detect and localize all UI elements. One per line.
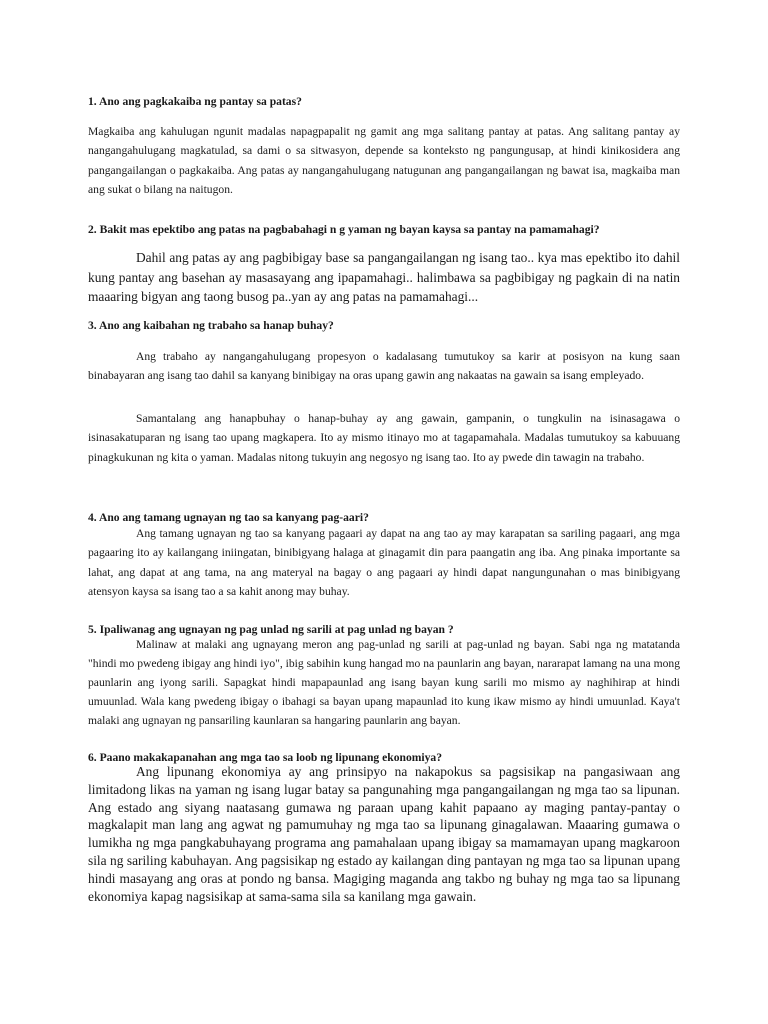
question-3: 3. Ano ang kaibahan ng trabaho sa hanap buhay? — [88, 319, 334, 332]
answer-3a: Ang trabaho ay nangangahulugang propesyon o kadalasang tumutukoy sa karir at posisyon na kung saan binabayaran ang isang tao dahil sa kanyang binibigay na oras upang gawin ang nakaatas na gawain sa isang empleyado. — [88, 350, 680, 383]
answer-2: Dahil ang patas ay ang pagbibigay base sa pangangailangan ng isang tao.. kya mas epektibo ito dahil kung pantay ang basehan ay masasayang ang ipapamahagi.. halimbawa sa pagbibigay ng pagkain di na natin maaaring bigyan ang taong busog pa..yan ay ang patas na pamamahagi... — [88, 250, 680, 305]
question-1: 1. Ano ang pagkakaiba ng pantay sa patas? — [88, 95, 302, 108]
answer-3b: Samantalang ang hanapbuhay o hanap-buhay ay ang gawain, gampanin, o tungkulin na isinasagawa o isinasakatuparan ng isang tao upang magkapera. Ito ay mismo itinayo mo at tagapamahala. Madalas tumutukoy sa kabuuang pinagkukunan ng kita o yaman. Madalas nitong tukuyin ang negosyo ng isang tao. Ito ay pwede din tawagin na trabaho. — [88, 412, 680, 464]
question-4: 4. Ano ang tamang ugnayan ng tao sa kanyang pag-aari? — [88, 511, 369, 524]
question-5: 5. Ipaliwanag ang ugnayan ng pag unlad ng sarili at pag unlad ng bayan ? — [88, 623, 454, 636]
question-6: 6. Paano makakapanahan ang mga tao sa loob ng lipunang ekonomiya? — [88, 751, 443, 764]
answer-5: Malinaw at malaki ang ugnayang meron ang pag-unlad ng sarili at pag-unlad ng bayan. Sabi nga ng matatanda "hindi mo pwedeng ibigay ang hindi iyo", ibig sabihin kung hangad mo na paunlarin ang bayan, nararapat lamang na una mong paunlarin ang iyong sarili. Sapagkat hindi mapapaunlad ang isang bayan kung sarili mo mismo ay naghihirap at hindi umuunlad. Wala kang pwedeng ibigay o ibahagi sa bayan upang mapaunlad ito kung ikaw mismo ay hindi umuunlad. Kaya't malaki ang ugnayan ng pansariling kaunlaran sa hangaring paunlarin ang bayan. — [88, 638, 680, 727]
question-2: 2. Bakit mas epektibo ang patas na pagbabahagi n g yaman ng bayan kaysa sa pantay na pamamahagi? — [88, 223, 600, 236]
answer-6: Ang lipunang ekonomiya ay ang prinsipyo na nakapokus sa pagsisikap na pangasiwaan ang limitadong likas na yaman ng isang lugar batay sa pangunahing mga pangangailangan ng mga tao sa lipunan. Ang estado ang siyang naatasang gumawa ng paraan upang kahit papaano ay maging pantay-pantay o magkalapit man lang ang agwat ng pamumuhay ng mga tao sa lipunang ginagalawan. Maaaring gumawa o lumikha ng mga pangkabuhayang programa ang pamahalaan upang ibigay sa mamamayan upang magkaroon sila ng sariling kabuhayan. Ang pagsisikap ng estado ay kailangan ding pantayan ng mga tao sa lipunan upang hindi masayang ang oras at pondo ng bansa. Magiging maganda ang takbo ng buhay ng mga tao sa lipunang ekonomiya kapag nagsisikap at sama-sama sila sa kanilang mga gawain. — [88, 764, 680, 904]
answer-1: Magkaiba ang kahulugan ngunit madalas napagpapalit ng gamit ang mga salitang pantay at patas. Ang salitang pantay ay nangangahulugang magkatulad, sa dami o sa sitwasyon, depende sa konteksto ng pangungusap, at hindi kinikosidera ang pangangailangan o pagkakaiba. Ang patas ay nangangahulugang natugunan ang pangangailangan ng bawat isa, magkaiba man ang sukat o bilang na naitugon. — [88, 125, 680, 196]
answer-4: Ang tamang ugnayan ng tao sa kanyang pagaari ay dapat na ang tao ay may karapatan sa sariling pagaari, ang mga pagaaring ito ay kailangang iniingatan, binibigyang halaga at ginagamit din para paangatin ang iba. Ang pinaka importante sa lahat, ang dapat at ang tama, na ang materyal na bagay o ang pagaari ay hindi dapat nangungunahan o mas binibigyang atensyon kaysa sa isang tao a sa kahit anong may buhay. — [88, 527, 680, 598]
